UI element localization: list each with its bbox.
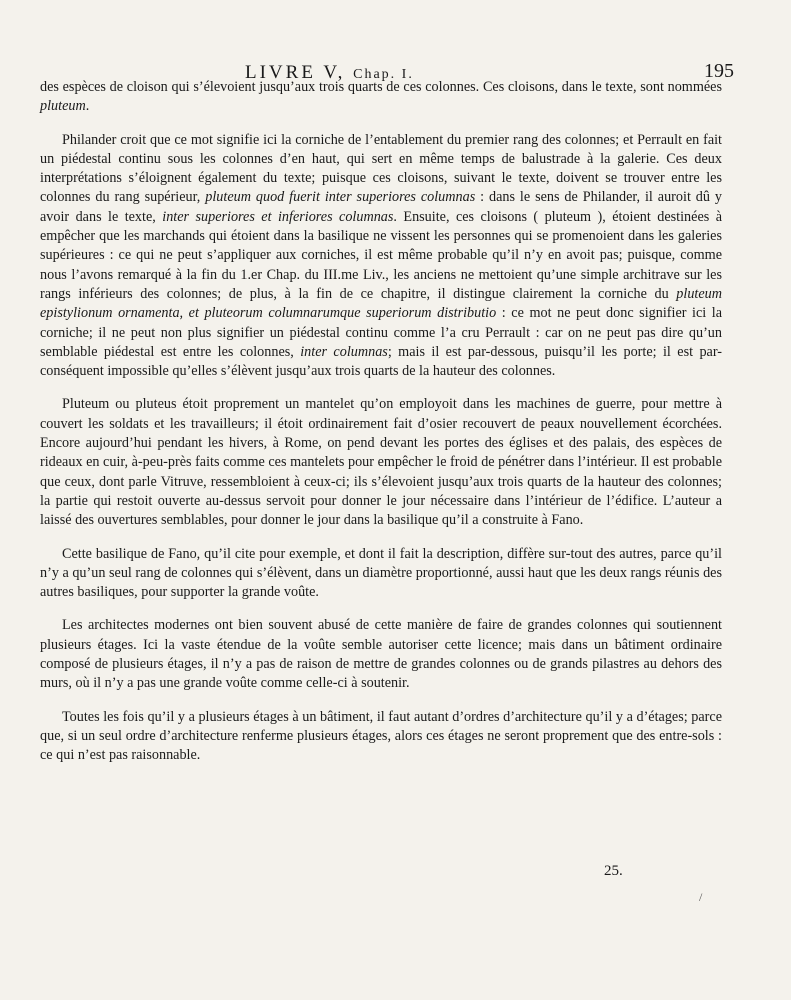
italic-text: pluteum [40, 98, 86, 115]
paragraph [40, 545, 722, 603]
document-page [40, 50, 734, 780]
italic-text: inter superiores et inferiores columnas [162, 208, 394, 225]
text-run: Philander croit que ce mot signifie ici la corniche de l’entablement du premier rang des colonnes; et Perrault en fait un piédestal continu sous les colonnes d’en haut, qui sert en même temps de balustrade à la galerie. Ces deux interprétations s’éloignent également du texte; puisque ces cloisons, suivant le texte, doivent se trouver entre les colonnes du rang supérieur, [40, 131, 722, 206]
paragraph [40, 616, 722, 693]
text-run: Pluteum ou pluteus étoit proprement un mantelet qu’on employoit dans les machines de guerre, pour mettre à couvert les soldats et les travailleurs; il étoit ordinairement fait d’osier recouvert de peaux nouvellement écorchées. Encore aujourd’hui pendant les hivers, à Rome, on pend devant les portes des églises et des palais, des espèces de rideaux en cuir, à-peu-près faits comme ces mantelets pour empêcher le froid de pénétrer dans l’intérieur. Il est probable que ceux, dont parle Vitruve, ressembloient à ceux-ci; ils s’élevoient jusqu’aux trois quarts de la hauteur des colonnes; la partie qui restoit ouverte au-dessus servoit pour donner le jour nécessaire dans l’intérieur de l’édifice. L’auteur a laissé des ouvertures semblables, pour donner le jour dans la basilique qu’il a construite à Fano. [40, 396, 722, 529]
text-run: Les architectes modernes ont bien souvent abusé de cette manière de faire de grandes colonnes qui soutiennent plusieurs étages. Ici la vaste étendue de la voûte semble autoriser cette licence; mais dans un bâtiment ordinaire composé de plusieurs étages, il n’y a pas de raison de mettre de grandes colonnes ou de grands pilastres au dehors des murs, où il n’y a pas une grande voûte comme celle-ci à soutenir. [40, 617, 722, 692]
text-run: Cette basilique de Fano, qu’il cite pour exemple, et dont il fait la description, diffère sur-tout des autres, parce qu’il n’y a qu’un seul rang de colonnes qui s’élèvent, dans un diamètre proportionné, aussi haut que les deux rangs réunis des autres basiliques, pour supporter la grande voûte. [40, 545, 722, 601]
italic-text: inter columnas [300, 343, 388, 360]
running-head-book: LIVRE V, [245, 62, 346, 83]
text-run: Toutes les fois qu’il y a plusieurs étages à un bâtiment, il faut autant d’ordres d’architecture qu’il y a d’étages; parce que, si un seul ordre d’architecture renferme plusieurs étages, alors ces étages ne seront proprement que des entre-sols : ce qui n’est pas raisonnable. [40, 708, 722, 764]
paragraph [40, 395, 722, 530]
running-head [245, 62, 414, 84]
paragraph [40, 131, 722, 382]
text-run: : ce mot ne peut donc signifier ici la corniche; il ne peut non plus signifier un piédestal continu comme l’a cru Perrault : car on ne peut pas dire qu’un semblable piédestal est entre les colonnes, [40, 305, 723, 360]
page-header [40, 50, 734, 83]
margin-mark: / [699, 890, 703, 904]
paragraph [40, 708, 722, 766]
text-run: ; mais il est par-dessous, puisqu’il les porte; il est par-conséquent impossible qu’elles s’élèvent jusqu’aux trois quarts de la hauteur des colonnes. [40, 343, 722, 380]
running-head-chapter: Chap. I. [353, 67, 414, 82]
italic-text: pluteum quod fuerit inter superiores columnas [205, 189, 476, 206]
italic-text: pluteum epistylionum ornamenta, et pluteorum columnarumque superiorum distributio [40, 285, 722, 322]
signature-mark: 25. [604, 863, 623, 879]
text-run: : dans le sens de Philander, il auroit dû y avoir dans le texte, [40, 189, 722, 225]
page-number: 195 [704, 60, 734, 82]
body-text [40, 78, 722, 766]
text-run: des espèces de cloison qui s’élevoient jusqu’aux trois quarts de ces colonnes. Ces cloisons, dans le texte, sont nommées [40, 79, 722, 95]
text-run: . Ensuite, ces cloisons ( pluteum ), étoient destinées à empêcher que les marchands qui étoient dans la basilique ne vissent les personnes qui se promenoient dans les galeries supérieures : ce qui ne peut s’appliquer aux corniches, il est même probable qu’il n’y en avoit pas; puisque, comme nous l’avons remarqué à la fin du 1.er Chap. du III.me Liv., les anciens ne mettoient qu’une simple architrave sur les rangs inférieurs des colonnes; de plus, à la fin de ce chapitre, il distingue clairement la corniche du [40, 208, 722, 302]
text-run: . [85, 98, 90, 115]
